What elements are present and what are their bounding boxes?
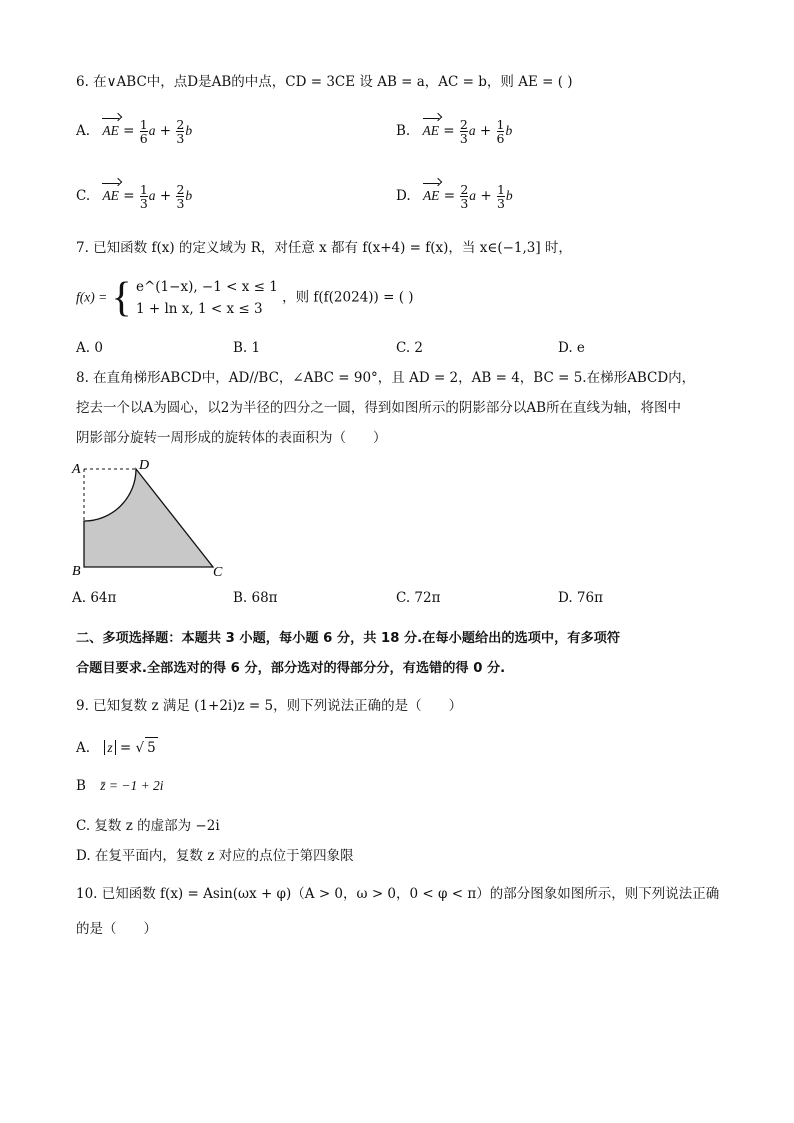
q8-line1: 8. 在直角梯形ABCD中，AD//BC，∠ABC = 90°，且 AD = 2，AB = 4，BC = 5.在梯形ABCD内， xyxy=(76,370,696,386)
q8-shaded-region xyxy=(84,469,213,567)
section2-heading-line1: 二、多项选择题：本题共 3 小题，每小题 6 分，共 18 分.在每小题给出的选项中，有多项符 xyxy=(76,631,621,646)
q6-c-frac1: $\frac{1}{3}$ xyxy=(139,182,148,211)
q10-line1: 10. 已知函数 f(x) = Asin(ωx + φ)（A > 0，ω > 0，0 < φ < π）的部分图象如图所示，则下列说法正确 xyxy=(76,886,720,902)
q6-b-frac2: $\frac{1}{6}$ xyxy=(496,117,505,146)
q6-option-a: A. AE = $\frac{1}{6}$ a + $\frac{2}{3}$ b xyxy=(76,117,193,146)
q7-case1: e^(1−x), −1 < x ≤ 1 xyxy=(135,279,278,295)
q8-label-c: C xyxy=(213,565,223,580)
q6-c-lhs: AE xyxy=(102,186,119,206)
q6-d-frac2: $\frac{1}{3}$ xyxy=(496,182,505,211)
q6-option-a-label: A. xyxy=(76,123,91,139)
q6-d-lhs: AE xyxy=(423,186,440,206)
q6-option-b: B. AE = $\frac{2}{3}$ a + $\frac{1}{6}$ b xyxy=(396,117,513,146)
q9-option-a xyxy=(76,737,158,758)
q8-label-a: A xyxy=(72,462,81,477)
q7-piecewise xyxy=(76,276,414,322)
sqrt-icon: √ xyxy=(135,740,145,756)
q7-fx: f(x) = xyxy=(76,289,108,305)
q8-line2: 挖去一个以A为圆心，以2为半径的四分之一圆，得到如图所示的阴影部分以AB所在直线为轴，将图中 xyxy=(76,400,682,416)
q9-option-c: C. 复数 z 的虚部为 −2i xyxy=(76,818,220,834)
q9-option-a-label: A. xyxy=(76,740,91,756)
q10-line2: 的是（ ） xyxy=(76,921,157,937)
q9-option-b-expr: z̄ = −1 + 2i xyxy=(100,778,164,793)
q6-b-frac1: $\frac{2}{3}$ xyxy=(459,117,468,146)
q8-label-d: D xyxy=(139,458,150,473)
q7-option-b: B. 1 xyxy=(233,340,261,356)
q9-option-d: D. 在复平面内，复数 z 对应的点位于第四象限 xyxy=(76,848,354,864)
q6-option-c-label: C. xyxy=(76,188,91,204)
q8-trapezoid-figure xyxy=(68,455,238,580)
q8-option-d: D. 76π xyxy=(558,590,603,606)
q8-option-a: A. 64π xyxy=(72,590,117,606)
q8-option-b: B. 68π xyxy=(233,590,278,606)
q6-c-frac2: $\frac{2}{3}$ xyxy=(176,182,185,211)
q7-brace: { xyxy=(111,275,132,321)
q7-stem: 7. 已知函数 f(x) 的定义域为 R，对任意 x 都有 f(x+4) = f(x)，当 x∈(−1,3] 时， xyxy=(76,240,572,256)
q8-line3: 阴影部分旋转一周形成的旋转体的表面积为（ ） xyxy=(76,430,387,446)
q6-a-lhs: AE xyxy=(102,121,119,141)
q6-option-d-label: D. xyxy=(396,188,411,204)
q9-a-radicand: 5 xyxy=(145,737,158,758)
q8-option-c: C. 72π xyxy=(396,590,441,606)
q8-label-b: B xyxy=(72,564,81,579)
q6-option-c: C. AE = $\frac{1}{3}$ a + $\frac{2}{3}$ b xyxy=(76,182,193,211)
q7-option-c: C. 2 xyxy=(396,340,424,356)
q7-cases xyxy=(136,276,278,320)
q7-option-d: D. e xyxy=(558,340,585,356)
q6-option-b-label: B. xyxy=(396,123,411,139)
q9-a-abs-z: z xyxy=(104,740,115,755)
q7-option-a: A. 0 xyxy=(76,340,103,356)
q6-d-frac1: $\frac{2}{3}$ xyxy=(460,182,469,211)
q6-stem: 6. 在∨ABC中，点D是AB的中点，CD = 3CE 设 AB = a，AC = b，则 AE = ( ) xyxy=(76,74,573,90)
q9-option-b-label: B xyxy=(76,778,86,794)
q9-stem: 9. 已知复数 z 满足 (1+2i)z = 5，则下列说法正确的是（ ） xyxy=(76,698,463,714)
q7-ask: ，则 f(f(2024)) = ( ) xyxy=(282,289,414,306)
section2-heading-line2: 合题目要求.全部选对的得 6 分，部分选对的得部分分，有选错的得 0 分. xyxy=(76,661,506,676)
q6-b-lhs: AE xyxy=(423,121,440,141)
q6-a-frac1: $\frac{1}{6}$ xyxy=(139,117,148,146)
q9-a-eq: = xyxy=(115,740,136,756)
q6-option-d: D. AE = $\frac{2}{3}$ a + $\frac{1}{3}$ b xyxy=(396,182,513,211)
q7-case2: 1 + ln x, 1 < x ≤ 3 xyxy=(135,301,263,317)
q9-option-b xyxy=(76,776,164,796)
q6-a-frac2: $\frac{2}{3}$ xyxy=(176,117,185,146)
